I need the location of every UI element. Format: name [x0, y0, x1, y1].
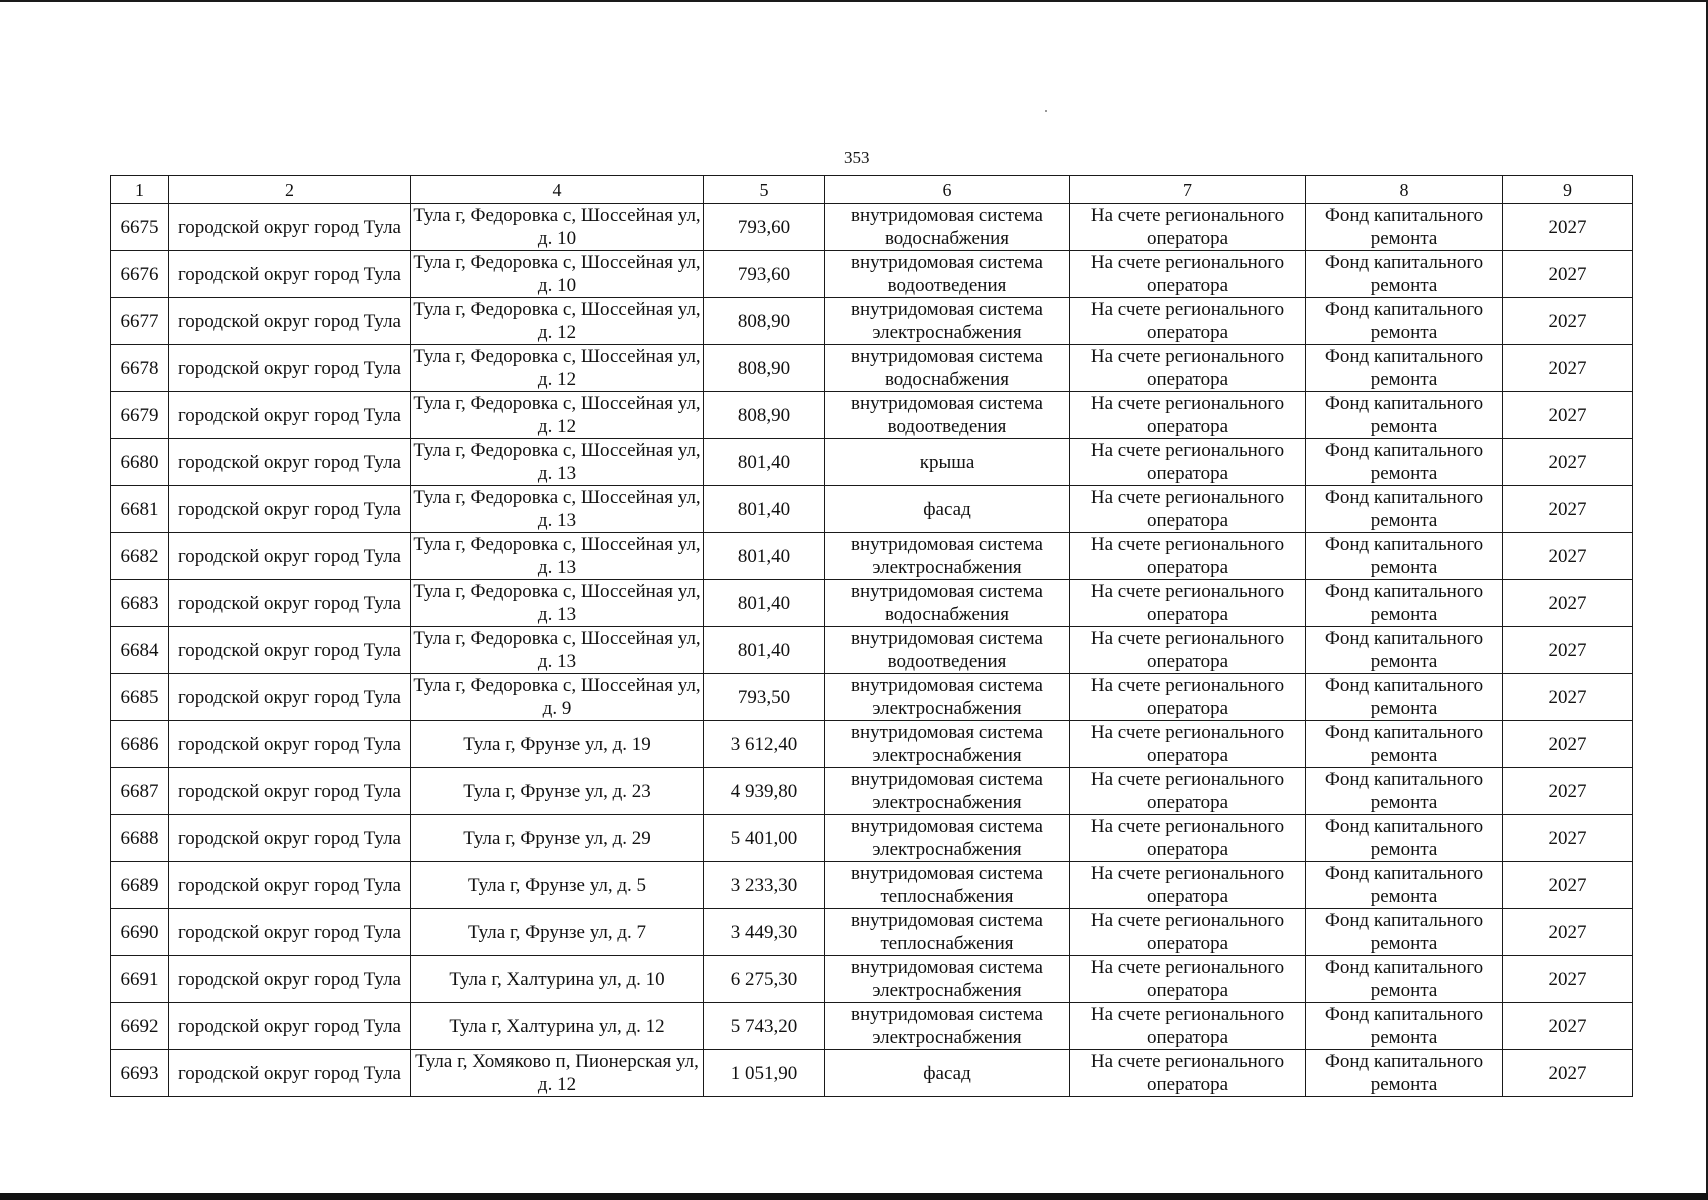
work-type-cell: внутридомовая система электроснабжения — [825, 533, 1070, 580]
year-cell: 2027 — [1503, 768, 1633, 815]
table-row — [111, 392, 1633, 439]
table-row — [111, 439, 1633, 486]
municipality-cell: городской округ город Тула — [169, 1003, 411, 1050]
row-number-cell: 6678 — [111, 345, 169, 392]
table-row — [111, 862, 1633, 909]
table-row — [111, 298, 1633, 345]
fund-method-cell: На счете регионального оператора — [1070, 392, 1306, 439]
row-number-cell: 6682 — [111, 533, 169, 580]
fund-method-cell: На счете регионального оператора — [1070, 627, 1306, 674]
table-row — [111, 768, 1633, 815]
area-cell: 1 051,90 — [704, 1050, 825, 1097]
address-cell: Тула г, Федоровка с, Шоссейная ул, д. 9 — [411, 674, 704, 721]
column-header: 7 — [1070, 176, 1306, 204]
work-type-cell: внутридомовая система водоотведения — [825, 392, 1070, 439]
year-cell: 2027 — [1503, 627, 1633, 674]
municipality-cell: городской округ город Тула — [169, 251, 411, 298]
fund-method-cell: На счете регионального оператора — [1070, 862, 1306, 909]
address-cell: Тула г, Фрунзе ул, д. 5 — [411, 862, 704, 909]
address-cell: Тула г, Федоровка с, Шоссейная ул, д. 12 — [411, 345, 704, 392]
fund-method-cell: На счете регионального оператора — [1070, 956, 1306, 1003]
source-cell: Фонд капитального ремонта — [1306, 204, 1503, 251]
municipality-cell: городской округ город Тула — [169, 956, 411, 1003]
source-cell: Фонд капитального ремонта — [1306, 909, 1503, 956]
year-cell: 2027 — [1503, 862, 1633, 909]
source-cell: Фонд капитального ремонта — [1306, 345, 1503, 392]
address-cell: Тула г, Федоровка с, Шоссейная ул, д. 12 — [411, 298, 704, 345]
source-cell: Фонд капитального ремонта — [1306, 674, 1503, 721]
work-type-cell: внутридомовая система электроснабжения — [825, 815, 1070, 862]
municipality-cell: городской округ город Тула — [169, 580, 411, 627]
fund-method-cell: На счете регионального оператора — [1070, 486, 1306, 533]
table-row — [111, 204, 1633, 251]
address-cell: Тула г, Федоровка с, Шоссейная ул, д. 10 — [411, 251, 704, 298]
table-row — [111, 486, 1633, 533]
row-number-cell: 6693 — [111, 1050, 169, 1097]
source-cell: Фонд капитального ремонта — [1306, 956, 1503, 1003]
address-cell: Тула г, Федоровка с, Шоссейная ул, д. 13 — [411, 580, 704, 627]
work-type-cell: внутридомовая система электроснабжения — [825, 298, 1070, 345]
row-number-cell: 6681 — [111, 486, 169, 533]
work-type-cell: внутридомовая система теплоснабжения — [825, 862, 1070, 909]
fund-method-cell: На счете регионального оператора — [1070, 721, 1306, 768]
row-number-cell: 6685 — [111, 674, 169, 721]
year-cell: 2027 — [1503, 298, 1633, 345]
year-cell: 2027 — [1503, 721, 1633, 768]
row-number-cell: 6687 — [111, 768, 169, 815]
source-cell: Фонд капитального ремонта — [1306, 486, 1503, 533]
column-header: 4 — [411, 176, 704, 204]
year-cell: 2027 — [1503, 533, 1633, 580]
area-cell: 3 233,30 — [704, 862, 825, 909]
column-header: 9 — [1503, 176, 1633, 204]
row-number-cell: 6676 — [111, 251, 169, 298]
year-cell: 2027 — [1503, 204, 1633, 251]
column-header: 5 — [704, 176, 825, 204]
municipality-cell: городской округ город Тула — [169, 768, 411, 815]
row-number-cell: 6688 — [111, 815, 169, 862]
area-cell: 4 939,80 — [704, 768, 825, 815]
year-cell: 2027 — [1503, 392, 1633, 439]
fund-method-cell: На счете регионального оператора — [1070, 251, 1306, 298]
area-cell: 808,90 — [704, 392, 825, 439]
work-type-cell: внутридомовая система электроснабжения — [825, 768, 1070, 815]
fund-method-cell: На счете регионального оператора — [1070, 533, 1306, 580]
area-cell: 793,50 — [704, 674, 825, 721]
source-cell: Фонд капитального ремонта — [1306, 533, 1503, 580]
fund-method-cell: На счете регионального оператора — [1070, 815, 1306, 862]
source-cell: Фонд капитального ремонта — [1306, 439, 1503, 486]
fund-method-cell: На счете регионального оператора — [1070, 580, 1306, 627]
row-number-cell: 6686 — [111, 721, 169, 768]
source-cell: Фонд капитального ремонта — [1306, 392, 1503, 439]
source-cell: Фонд капитального ремонта — [1306, 815, 1503, 862]
table-row — [111, 1003, 1633, 1050]
row-number-cell: 6675 — [111, 204, 169, 251]
area-cell: 793,60 — [704, 204, 825, 251]
year-cell: 2027 — [1503, 580, 1633, 627]
column-header: 2 — [169, 176, 411, 204]
area-cell: 6 275,30 — [704, 956, 825, 1003]
municipality-cell: городской округ город Тула — [169, 1050, 411, 1097]
address-cell: Тула г, Халтурина ул, д. 12 — [411, 1003, 704, 1050]
row-number-cell: 6690 — [111, 909, 169, 956]
year-cell: 2027 — [1503, 815, 1633, 862]
row-number-cell: 6683 — [111, 580, 169, 627]
address-cell: Тула г, Федоровка с, Шоссейная ул, д. 13 — [411, 533, 704, 580]
table-row — [111, 815, 1633, 862]
municipality-cell: городской округ город Тула — [169, 909, 411, 956]
municipality-cell: городской округ город Тула — [169, 392, 411, 439]
work-type-cell: фасад — [825, 1050, 1070, 1097]
work-type-cell: крыша — [825, 439, 1070, 486]
area-cell: 801,40 — [704, 486, 825, 533]
row-number-cell: 6692 — [111, 1003, 169, 1050]
row-number-cell: 6677 — [111, 298, 169, 345]
municipality-cell: городской округ город Тула — [169, 204, 411, 251]
table-row — [111, 674, 1633, 721]
address-cell: Тула г, Федоровка с, Шоссейная ул, д. 10 — [411, 204, 704, 251]
municipality-cell: городской округ город Тула — [169, 345, 411, 392]
area-cell: 801,40 — [704, 580, 825, 627]
work-type-cell: внутридомовая система электроснабжения — [825, 674, 1070, 721]
table-row — [111, 580, 1633, 627]
page-number: 353 — [844, 148, 870, 167]
fund-method-cell: На счете регионального оператора — [1070, 204, 1306, 251]
address-cell: Тула г, Фрунзе ул, д. 19 — [411, 721, 704, 768]
work-type-cell: фасад — [825, 486, 1070, 533]
source-cell: Фонд капитального ремонта — [1306, 1050, 1503, 1097]
municipality-cell: городской округ город Тула — [169, 486, 411, 533]
work-type-cell: внутридомовая система электроснабжения — [825, 721, 1070, 768]
year-cell: 2027 — [1503, 956, 1633, 1003]
address-cell: Тула г, Федоровка с, Шоссейная ул, д. 13 — [411, 439, 704, 486]
work-type-cell: внутридомовая система водоснабжения — [825, 345, 1070, 392]
address-cell: Тула г, Фрунзе ул, д. 7 — [411, 909, 704, 956]
work-type-cell: внутридомовая система электроснабжения — [825, 956, 1070, 1003]
municipality-cell: городской округ город Тула — [169, 533, 411, 580]
source-cell: Фонд капитального ремонта — [1306, 580, 1503, 627]
fund-method-cell: На счете регионального оператора — [1070, 768, 1306, 815]
table-row — [111, 721, 1633, 768]
work-type-cell: внутридомовая система электроснабжения — [825, 1003, 1070, 1050]
source-cell: Фонд капитального ремонта — [1306, 721, 1503, 768]
table-row — [111, 909, 1633, 956]
row-number-cell: 6684 — [111, 627, 169, 674]
year-cell: 2027 — [1503, 486, 1633, 533]
area-cell: 808,90 — [704, 345, 825, 392]
area-cell: 808,90 — [704, 298, 825, 345]
source-cell: Фонд капитального ремонта — [1306, 298, 1503, 345]
municipality-cell: городской округ город Тула — [169, 721, 411, 768]
fund-method-cell: На счете регионального оператора — [1070, 674, 1306, 721]
column-header: 8 — [1306, 176, 1503, 204]
area-cell: 3 612,40 — [704, 721, 825, 768]
year-cell: 2027 — [1503, 1003, 1633, 1050]
column-header: 6 — [825, 176, 1070, 204]
header-row — [111, 176, 1633, 204]
year-cell: 2027 — [1503, 909, 1633, 956]
row-number-cell: 6689 — [111, 862, 169, 909]
row-number-cell: 6680 — [111, 439, 169, 486]
scan-speck — [1045, 110, 1047, 112]
column-header: 1 — [111, 176, 169, 204]
year-cell: 2027 — [1503, 1050, 1633, 1097]
work-type-cell: внутридомовая система водоснабжения — [825, 580, 1070, 627]
table-row — [111, 533, 1633, 580]
address-cell: Тула г, Федоровка с, Шоссейная ул, д. 13 — [411, 627, 704, 674]
work-type-cell: внутридомовая система водоотведения — [825, 251, 1070, 298]
municipality-cell: городской округ город Тула — [169, 298, 411, 345]
area-cell: 5 401,00 — [704, 815, 825, 862]
row-number-cell: 6679 — [111, 392, 169, 439]
area-cell: 5 743,20 — [704, 1003, 825, 1050]
address-cell: Тула г, Федоровка с, Шоссейная ул, д. 13 — [411, 486, 704, 533]
source-cell: Фонд капитального ремонта — [1306, 1003, 1503, 1050]
registry-table — [110, 175, 1633, 1097]
table-body — [111, 204, 1633, 1097]
work-type-cell: внутридомовая система водоснабжения — [825, 204, 1070, 251]
source-cell: Фонд капитального ремонта — [1306, 627, 1503, 674]
municipality-cell: городской округ город Тула — [169, 627, 411, 674]
source-cell: Фонд капитального ремонта — [1306, 862, 1503, 909]
fund-method-cell: На счете регионального оператора — [1070, 909, 1306, 956]
year-cell: 2027 — [1503, 439, 1633, 486]
year-cell: 2027 — [1503, 345, 1633, 392]
source-cell: Фонд капитального ремонта — [1306, 251, 1503, 298]
municipality-cell: городской округ город Тула — [169, 439, 411, 486]
table-row — [111, 956, 1633, 1003]
address-cell: Тула г, Федоровка с, Шоссейная ул, д. 12 — [411, 392, 704, 439]
table-row — [111, 251, 1633, 298]
fund-method-cell: На счете регионального оператора — [1070, 1050, 1306, 1097]
scan-edge-bottom — [0, 1193, 1708, 1200]
area-cell: 793,60 — [704, 251, 825, 298]
fund-method-cell: На счете регионального оператора — [1070, 439, 1306, 486]
area-cell: 801,40 — [704, 533, 825, 580]
municipality-cell: городской округ город Тула — [169, 862, 411, 909]
area-cell: 801,40 — [704, 627, 825, 674]
scan-edge-top — [0, 0, 1708, 2]
source-cell: Фонд капитального ремонта — [1306, 768, 1503, 815]
address-cell: Тула г, Хомяково п, Пионерская ул, д. 12 — [411, 1050, 704, 1097]
table-row — [111, 627, 1633, 674]
table-row — [111, 345, 1633, 392]
municipality-cell: городской округ город Тула — [169, 815, 411, 862]
fund-method-cell: На счете регионального оператора — [1070, 345, 1306, 392]
year-cell: 2027 — [1503, 251, 1633, 298]
area-cell: 801,40 — [704, 439, 825, 486]
year-cell: 2027 — [1503, 674, 1633, 721]
fund-method-cell: На счете регионального оператора — [1070, 298, 1306, 345]
table-row — [111, 1050, 1633, 1097]
row-number-cell: 6691 — [111, 956, 169, 1003]
address-cell: Тула г, Фрунзе ул, д. 23 — [411, 768, 704, 815]
area-cell: 3 449,30 — [704, 909, 825, 956]
municipality-cell: городской округ город Тула — [169, 674, 411, 721]
address-cell: Тула г, Фрунзе ул, д. 29 — [411, 815, 704, 862]
address-cell: Тула г, Халтурина ул, д. 10 — [411, 956, 704, 1003]
fund-method-cell: На счете регионального оператора — [1070, 1003, 1306, 1050]
work-type-cell: внутридомовая система водоотведения — [825, 627, 1070, 674]
work-type-cell: внутридомовая система теплоснабжения — [825, 909, 1070, 956]
